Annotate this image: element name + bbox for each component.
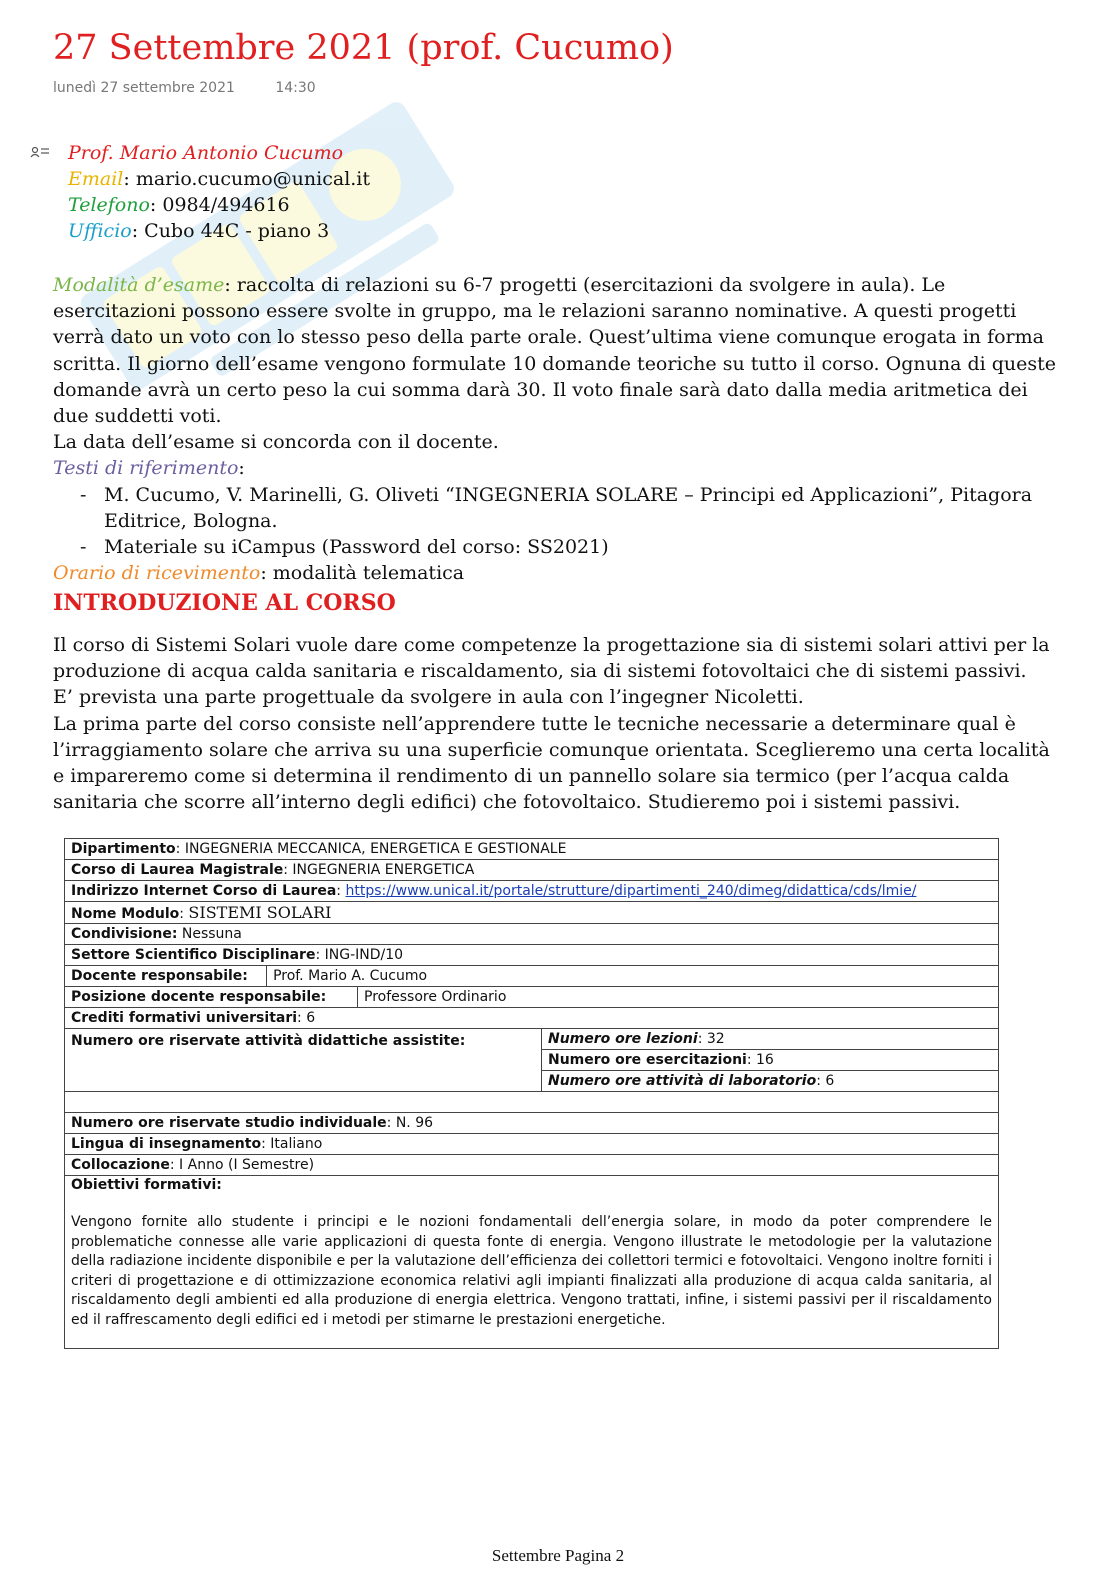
phone-label: Telefono <box>68 194 150 216</box>
page-title: 27 Settembre 2021 (prof. Cucumo) <box>53 28 674 68</box>
list-item: - M. Cucumo, V. Marinelli, G. Oliveti “INGEGNERIA SOLARE – Principi ed Applicazioni”, Pitagora Editrice, Bologna. <box>53 482 1063 534</box>
obiettivi-label: Obiettivi formativi: <box>71 1177 222 1193</box>
exam-date-note: La data dell’esame si concorda con il docente. <box>53 431 499 454</box>
page-footer: Settembre Pagina 2 <box>491 1546 625 1565</box>
exam-text: : raccolta di relazioni su 6-7 progetti (esercitazioni da svolgere in aula). Le esercitazioni possono essere svolte in gruppo, ma le relazioni saranno nominative. A questi progetti verrà dato un voto con lo stesso peso della parte orale. Quest’ultima viene comunque erogata in forma scritta. Il giorno dell’esame vengono formulate 10 domande teoriche su tutto il corso. Ognuna di queste domande avrà un certo peso la cui somma darà 30. Il voto finale sarà dato dalla media aritmetica dei due suddetti voti. <box>53 274 1057 428</box>
professor-name: Prof. Mario Antonio Cucumo <box>68 142 344 164</box>
table-row: Nome Modulo: SISTEMI SOLARI <box>65 902 999 924</box>
table-row: Dipartimento: INGEGNERIA MECCANICA, ENERGETICA E GESTIONALE <box>65 839 999 860</box>
phone-value: : 0984/494616 <box>149 194 290 216</box>
hours-value: : modalità telematica <box>260 562 465 585</box>
page-time: 14:30 <box>275 80 316 96</box>
intro-paragraph: Il corso di Sistemi Solari vuole dare come competenze la progettazione sia di sistemi solari attivi per la produzione di acqua calda sanitaria e riscaldamento, sia di sistemi fotovoltaici che di sistemi passivi. <box>53 634 1050 683</box>
office-value: : Cubo 44C - piano 3 <box>131 220 330 242</box>
table-row: Corso di Laurea Magistrale: INGEGNERIA ENERGETICA <box>65 860 999 881</box>
table-row: Numero ore riservate attività didattiche assistite: Numero ore lezioni: 32 <box>65 1029 999 1050</box>
intro-paragraph: La prima parte del corso consiste nell’apprendere tutte le tecniche necessarie a determinare qual è l’irraggiamento solare che arriva su una superficie comunque orientata. Sceglieremo una certa località e impareremo come si determina il rendimento di un pannello solare sia termico (per l’acqua calda sanitaria che scorre all’interno degli edifici) che fotovoltaico. Studieremo poi i sistemi passivi. <box>53 712 1050 814</box>
table-row: Lingua di insegnamento: Italiano <box>65 1134 999 1155</box>
email-label: Email <box>68 168 124 190</box>
contact-card-icon <box>30 146 50 158</box>
table-row: Condivisione: Nessuna <box>65 924 999 945</box>
refs-label: Testi di riferimento <box>53 457 239 480</box>
hours-label: Orario di ricevimento <box>53 562 261 585</box>
table-row <box>65 1176 999 1349</box>
intro-paragraph: E’ prevista una parte progettuale da svolgere in aula con l’ingegner Nicoletti. <box>53 686 804 709</box>
page-date: lunedì 27 settembre 2021 <box>53 80 235 96</box>
table-row: Collocazione: I Anno (I Semestre) <box>65 1155 999 1176</box>
list-item: - Materiale su iCampus (Password del corso: SS2021) <box>53 534 1063 560</box>
table-row: Numero ore riservate studio individuale: N. 96 <box>65 1113 999 1134</box>
table-row: Settore Scientifico Disciplinare: ING-IND/10 <box>65 945 999 966</box>
exam-section: Modalità d’esame: raccolta di relazioni su 6-7 progetti (esercitazioni da svolgere in aula). Le esercitazioni possono essere svolte in gruppo, ma le relazioni saranno nominative. A questi progetti verrà dato un voto con lo stesso peso della parte orale. Quest’ultima viene comunque erogata in forma scritta. Il giorno dell’esame vengono formulate 10 domande teoriche su tutto il corso. Ognuna di queste domande avrà un certo peso la cui somma darà 30. Il voto finale sarà dato dalla media aritmetica dei due suddetti voti. La data dell’esame si concorda con il docente. Testi di riferimento: - M. Cucumo, V. Marinelli, G. Oliveti “INGEGNERIA SOLARE – Principi ed Applicazioni”, Pitagora Editrice, Bologna. - Materiale su iCampus (Password del corso: SS2021) Orario di ricevimento: modalità telematica <box>53 272 1063 586</box>
obiettivi-text: Vengono fornite allo studente i principi e le nozioni fondamentali dell’energia solare, in modo da poter comprendere le problematiche connesse alle varie applicazioni di questa fonte di energia. Vengono illustrate le metodologie per la valutazione della radiazione incidente disponibile e per la valutazione dell’efficienza dei collettori termici e fotovoltaici. Vengono inoltre forniti i criteri di progettazione e di ottimizzazione economica relativi agli impianti finalizzati alla produzione di acqua calda sanitaria, al riscaldamento degli ambienti ed alla produzione di energia elettrica. Vengono trattati, infine, i sistemi passivi per il riscaldamento ed il raffrescamento degli edifici ed i metodi per stimarne le prestazioni energetiche. <box>71 1214 992 1328</box>
contact-card <box>30 140 370 244</box>
table-row: Crediti formativi universitari: 6 <box>65 1008 999 1029</box>
course-url-link[interactable]: https://www.unical.it/portale/strutture/dipartimenti_240/dimeg/didattica/cds/lmie/ <box>345 883 917 899</box>
table-row: Numero ore attività di laboratorio: 6 <box>65 1071 999 1092</box>
office-label: Ufficio <box>68 220 132 242</box>
intro-section <box>53 632 1063 815</box>
table-row: Docente responsabile: Prof. Mario A. Cucumo <box>65 966 999 987</box>
table-row: Indirizzo Internet Corso di Laurea: https://www.unical.it/portale/strutture/dipartimenti_240/dimeg/didattica/cds/lmie/ <box>65 881 999 902</box>
exam-label: Modalità d’esame <box>53 274 225 296</box>
email-value: : mario.cucumo@unical.it <box>123 168 371 190</box>
section-title: INTRODUZIONE AL CORSO <box>53 590 396 616</box>
table-row <box>65 1092 999 1113</box>
exam-paragraph <box>53 272 1063 429</box>
page-meta <box>53 80 316 96</box>
table-row: Numero ore esercitazioni: 16 <box>65 1050 999 1071</box>
refs-list <box>53 482 1063 561</box>
table-row: Posizione docente responsabile: Professore Ordinario <box>65 987 999 1008</box>
course-info-table <box>64 838 999 1349</box>
